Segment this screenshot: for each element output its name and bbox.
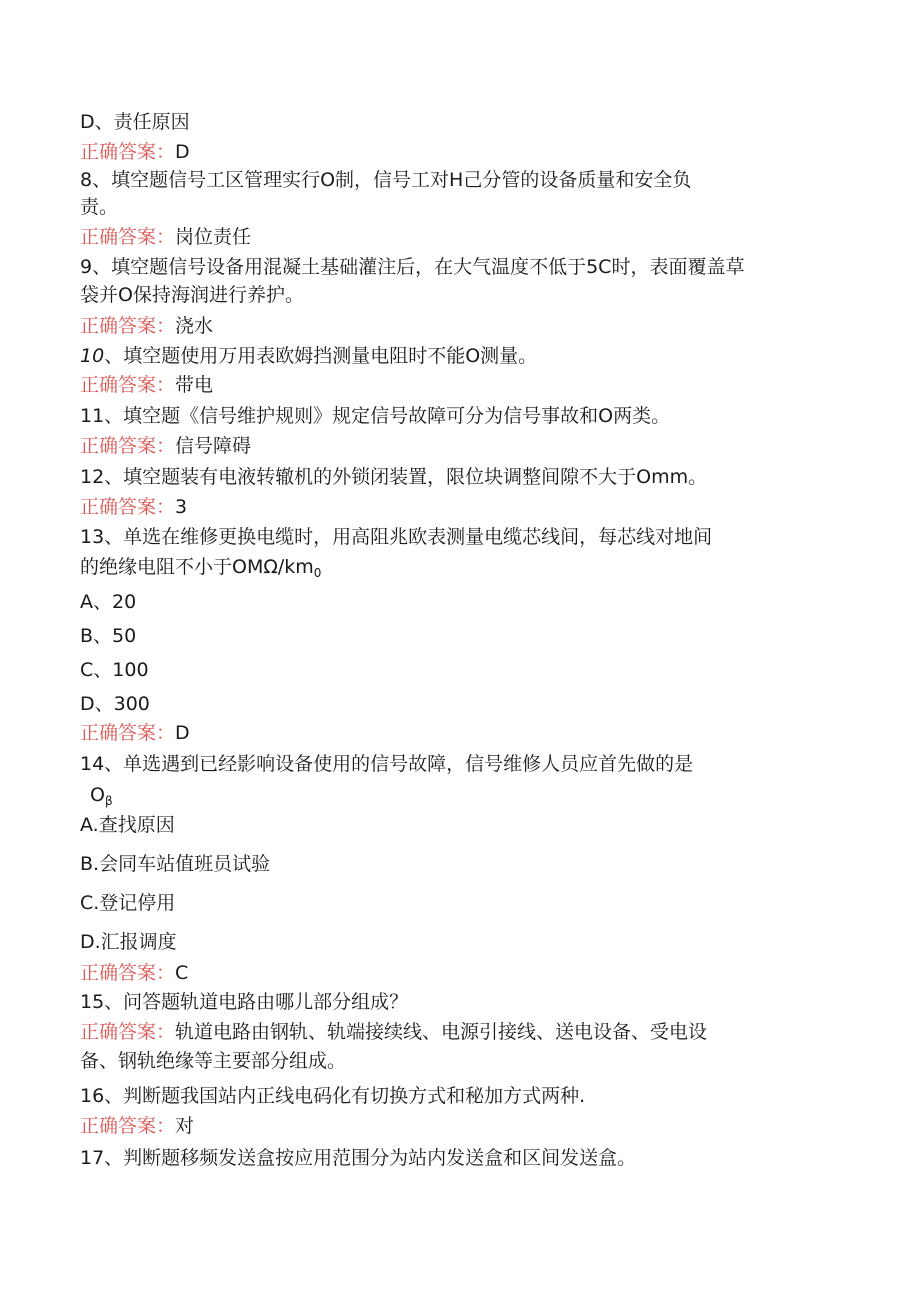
answer-value: 3 — [175, 496, 188, 518]
answer-line — [80, 314, 213, 338]
answer-value: 岗位责任 — [175, 226, 252, 248]
answer-line — [80, 225, 251, 249]
question-text: 11、填空题《信号维护规则》规定信号故障可分为信号事故和O两类。 — [80, 405, 671, 427]
question-text: 15、问答题轨道电路由哪儿部分组成？ — [80, 991, 409, 1013]
answer-value: 轨道电路由钢轨、轨端接续线、电源引接线、送电设备、受电设 — [175, 1021, 708, 1043]
answer-label: 正确答案： — [80, 1115, 176, 1137]
answer-continuation: 备、钢轨绝缘等主要部分组成。 — [80, 1050, 347, 1072]
answer-value: D — [175, 141, 190, 163]
question-text: 责。 — [80, 196, 119, 218]
answer-line — [80, 961, 188, 985]
question-number: 10 — [80, 345, 105, 367]
option-text: A.查找原因 — [80, 814, 175, 836]
answer-label: 正确答案： — [80, 722, 176, 744]
answer-label: 正确答案： — [80, 435, 176, 457]
question-text — [80, 344, 537, 368]
option-text: D.汇报调度 — [80, 931, 177, 953]
question-text — [80, 555, 321, 585]
answer-value: D — [175, 722, 190, 744]
question-text: 14、单选遇到已经影响设备使用的信号故障，信号维修人员应首先做的是 — [80, 753, 694, 775]
question-body: O — [90, 784, 105, 806]
answer-label: 正确答案： — [80, 496, 176, 518]
answer-line — [80, 434, 251, 458]
answer-value: 信号障碍 — [175, 435, 252, 457]
question-body: 的绝缘电阻不小于OMΩ∕km — [80, 556, 314, 578]
answer-line — [80, 721, 190, 745]
answer-value: 带电 — [175, 374, 214, 396]
option-text: B、50 — [80, 625, 137, 647]
question-text: 17、判断题移频发送盒按应用范围分为站内发送盒和区间发送盒。 — [80, 1147, 637, 1169]
question-text: 13、单选在维修更换电缆时，用高阻兆欧表测量电缆芯线间，每芯线对地间 — [80, 526, 713, 548]
question-text — [90, 783, 113, 813]
answer-value: 浇水 — [175, 315, 214, 337]
option-text: B.会同车站值班员试验 — [80, 853, 271, 875]
subscript: β — [104, 794, 113, 808]
answer-value: C — [175, 962, 189, 984]
question-text: 12、填空题装有电液转辙机的外锁闭装置，限位块调整间隙不大于Omm。 — [80, 466, 708, 488]
option-text: C.登记停用 — [80, 892, 176, 914]
option-text: D、300 — [80, 693, 150, 715]
question-text: 9、填空题信号设备用混凝土基础灌注后，在大气温度不低于5C时，表面覆盖草 — [80, 256, 745, 278]
answer-value: 对 — [175, 1115, 195, 1137]
question-text: 袋并O保持海润进行养护。 — [80, 284, 304, 306]
question-text: 16、判断题我国站内正线电码化有切换方式和秘加方式两种. — [80, 1085, 586, 1107]
question-text: 8、填空题信号工区管理实行O制，信号工对H己分管的设备质量和安全负 — [80, 169, 692, 191]
answer-label: 正确答案： — [80, 315, 176, 337]
answer-label: 正确答案： — [80, 374, 176, 396]
option-text: A、20 — [80, 591, 137, 613]
question-body: 、填空题使用万用表欧姆挡测量电阻时不能O测量。 — [104, 345, 538, 367]
answer-line — [80, 495, 187, 519]
answer-line — [80, 1020, 707, 1044]
answer-label: 正确答案： — [80, 1021, 176, 1043]
subscript: 0 — [313, 566, 322, 580]
answer-line — [80, 1114, 194, 1138]
answer-line — [80, 373, 213, 397]
option-text: C、100 — [80, 659, 149, 681]
option-text: D、责任原因 — [80, 111, 190, 133]
answer-label: 正确答案： — [80, 141, 176, 163]
answer-line — [80, 140, 190, 164]
answer-label: 正确答案： — [80, 962, 176, 984]
answer-label: 正确答案： — [80, 226, 176, 248]
